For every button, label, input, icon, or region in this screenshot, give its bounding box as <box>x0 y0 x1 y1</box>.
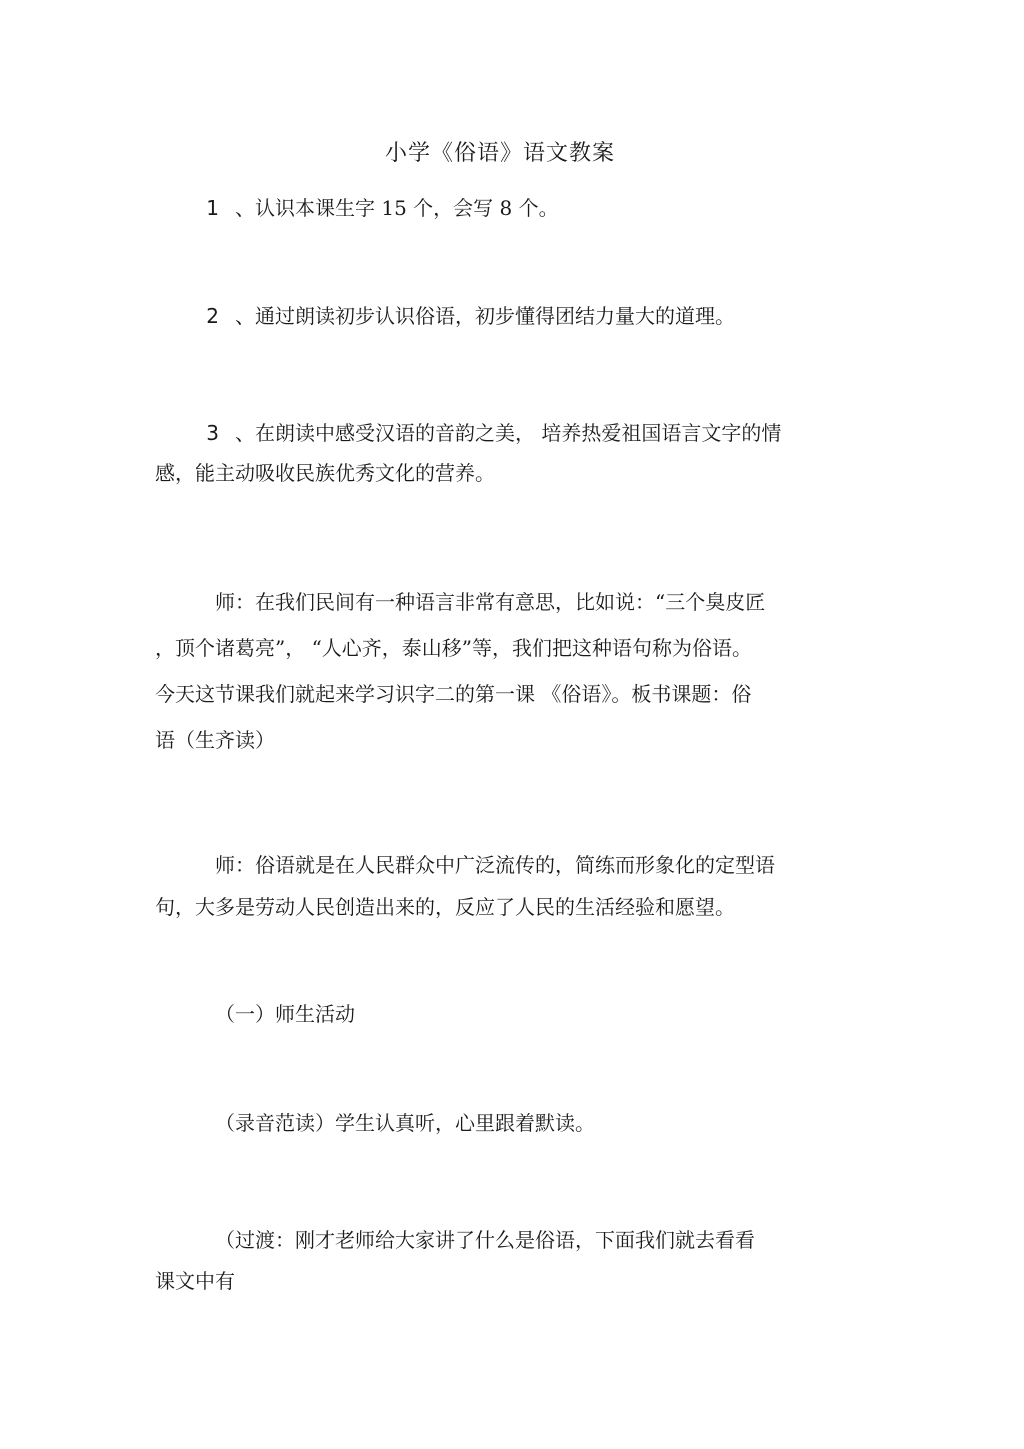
paragraph-1-line-1: 师：在我们民间有一种语言非常有意思，比如说：“三个臭皮匠 <box>215 590 766 614</box>
objective-1 <box>155 188 855 228</box>
paragraph-3: （录音范读）学生认真听，心里跟着默读。 <box>215 1111 595 1135</box>
paragraph-1-line-2: ，顶个诸葛亮”， “人心齐，泰山移”等，我们把这种语句称为俗语。 <box>155 636 753 660</box>
objective-text: 、通过朗读初步认识俗语，初步懂得团结力量大的道理。 <box>235 304 735 328</box>
objective-text: 、认识本课生字 15 个，会写 8 个。 <box>235 196 559 220</box>
objective-number: 2 <box>206 304 219 328</box>
paragraph-1-line-3: 今天这节课我们就起来学习识字二的第一课 《俗语》。板书课题：俗 <box>155 682 752 706</box>
objective-text: 、在朗读中感受汉语的音韵之美， 培养热爱祖国语言文字的情 <box>235 421 782 445</box>
document-title: 小学《俗语》语文教案 <box>384 141 615 166</box>
paragraph-4-line-1: （过渡：刚才老师给大家讲了什么是俗语，下面我们就去看看 <box>215 1228 755 1252</box>
paragraph-1-line-4: 语（生齐读） <box>155 728 275 752</box>
objective-3-continued: 感，能主动吸收民族优秀文化的营养。 <box>155 461 495 485</box>
objective-number: 3 <box>206 421 219 445</box>
objective-3 <box>155 413 855 453</box>
objective-number: 1 <box>206 196 219 220</box>
objective-2 <box>155 296 855 336</box>
paragraph-2-line-1: 师：俗语就是在人民群众中广泛流传的，简练而形象化的定型语 <box>215 853 775 877</box>
section-heading: （一）师生活动 <box>215 1002 355 1026</box>
paragraph-2-line-2: 句，大多是劳动人民创造出来的，反应了人民的生活经验和愿望。 <box>155 895 735 919</box>
paragraph-4-line-2: 课文中有 <box>155 1269 235 1293</box>
